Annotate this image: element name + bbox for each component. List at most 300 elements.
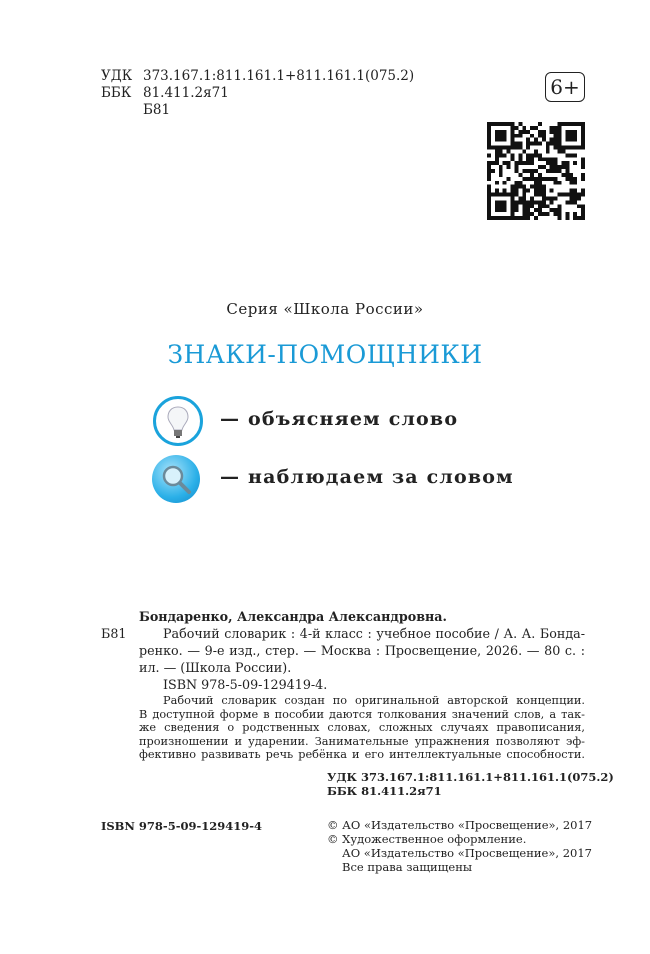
qr-module — [554, 130, 558, 134]
qr-module — [546, 157, 550, 161]
qr-module — [518, 200, 522, 204]
qr-module — [554, 142, 558, 146]
qr-module — [577, 146, 581, 150]
qr-module — [581, 212, 585, 216]
qr-module — [565, 200, 569, 204]
qr-module — [546, 196, 550, 200]
magnifier-icon — [152, 455, 200, 503]
qr-module — [526, 200, 530, 204]
qr-module — [534, 153, 538, 157]
qr-module — [487, 200, 491, 204]
qr-module — [518, 146, 522, 150]
qr-module — [495, 157, 499, 161]
qr-module — [487, 185, 491, 189]
qr-module — [550, 189, 554, 193]
qr-module — [573, 153, 577, 157]
qr-module — [569, 153, 573, 157]
qr-module — [565, 134, 569, 138]
qr-module — [503, 138, 507, 142]
qr-module — [507, 193, 511, 197]
qr-module — [573, 134, 577, 138]
qr-module — [499, 130, 503, 134]
qr-module — [542, 189, 546, 193]
qr-module — [522, 185, 526, 189]
qr-module — [526, 138, 530, 142]
qr-module — [499, 216, 503, 220]
qr-module — [558, 193, 562, 197]
qr-module — [577, 193, 581, 197]
qr-module — [522, 189, 526, 193]
qr-module — [565, 169, 569, 173]
qr-module — [530, 134, 534, 138]
qr-module — [561, 173, 565, 177]
qr-module — [495, 216, 499, 220]
qr-module — [534, 208, 538, 212]
qr-module — [495, 138, 499, 142]
copyright-line: © АО «Издательство «Просвещение», 2017 — [327, 818, 593, 832]
qr-module — [534, 193, 538, 197]
qr-module — [538, 185, 542, 189]
qr-module — [491, 122, 495, 126]
qr-module — [511, 153, 515, 157]
qr-module — [495, 146, 499, 150]
qr-module — [573, 181, 577, 185]
qr-module — [495, 208, 499, 212]
qr-module — [499, 153, 503, 157]
qr-module — [511, 185, 515, 189]
qr-module — [487, 138, 491, 142]
qr-module — [550, 126, 554, 130]
qr-module — [522, 196, 526, 200]
qr-module — [538, 173, 542, 177]
qr-module — [581, 177, 585, 181]
qr-module — [487, 134, 491, 138]
qr-module — [522, 161, 526, 165]
abstract-line: же сведения о родственных словах, сложных случаях правописания, — [139, 721, 585, 734]
qr-module — [522, 200, 526, 204]
qr-module — [491, 146, 495, 150]
qr-module — [514, 185, 518, 189]
qr-module — [542, 134, 546, 138]
qr-module — [558, 149, 562, 153]
qr-module — [573, 177, 577, 181]
qr-module — [511, 216, 515, 220]
qr-module — [495, 149, 499, 153]
qr-module — [558, 208, 562, 212]
qr-module — [558, 169, 562, 173]
qr-module — [518, 196, 522, 200]
qr-module — [503, 200, 507, 204]
qr-module — [511, 196, 515, 200]
qr-module — [530, 212, 534, 216]
qr-module — [546, 177, 550, 181]
qr-module — [518, 157, 522, 161]
qr-module — [554, 157, 558, 161]
qr-module — [542, 212, 546, 216]
qr-module — [530, 200, 534, 204]
qr-module — [581, 193, 585, 197]
qr-module — [550, 177, 554, 181]
qr-module — [499, 208, 503, 212]
qr-module — [530, 177, 534, 181]
qr-module — [538, 181, 542, 185]
qr-module — [487, 169, 491, 173]
qr-module — [554, 165, 558, 169]
abstract-line: фективно развивать речь ребёнка и его интеллектуальные способности. — [139, 748, 585, 761]
qr-module — [487, 161, 491, 165]
qr-module — [581, 126, 585, 130]
qr-module — [487, 153, 491, 157]
qr-module — [526, 130, 530, 134]
qr-module — [511, 146, 515, 150]
qr-module — [514, 189, 518, 193]
qr-module — [511, 138, 515, 142]
qr-module — [499, 138, 503, 142]
qr-module — [542, 177, 546, 181]
copyright-line: АО «Издательство «Просвещение», 2017 — [342, 846, 592, 860]
qr-module — [518, 173, 522, 177]
qr-module — [554, 181, 558, 185]
qr-module — [522, 216, 526, 220]
qr-module — [565, 177, 569, 181]
qr-module — [518, 122, 522, 126]
qr-module — [518, 181, 522, 185]
qr-module — [511, 142, 515, 146]
qr-module — [538, 208, 542, 212]
qr-module — [507, 146, 511, 150]
qr-module — [503, 153, 507, 157]
qr-module — [565, 130, 569, 134]
qr-module — [565, 161, 569, 165]
qr-module — [526, 161, 530, 165]
qr-module — [518, 142, 522, 146]
qr-module — [561, 161, 565, 165]
qr-module — [526, 157, 530, 161]
qr-module — [526, 169, 530, 173]
qr-module — [526, 208, 530, 212]
qr-module — [550, 169, 554, 173]
qr-module — [530, 126, 534, 130]
qr-module — [534, 138, 538, 142]
qr-module — [530, 161, 534, 165]
qr-module — [526, 153, 530, 157]
qr-module — [569, 146, 573, 150]
qr-module — [499, 204, 503, 208]
qr-module — [573, 193, 577, 197]
qr-module — [534, 200, 538, 204]
qr-module — [546, 146, 550, 150]
qr-module — [530, 196, 534, 200]
qr-module — [507, 216, 511, 220]
qr-module — [518, 185, 522, 189]
qr-module — [514, 200, 518, 204]
qr-module — [522, 126, 526, 130]
qr-module — [522, 130, 526, 134]
qr-module — [534, 142, 538, 146]
qr-module — [526, 189, 530, 193]
qr-module — [569, 173, 573, 177]
qr-module — [534, 181, 538, 185]
qr-module — [550, 157, 554, 161]
qr-module — [573, 189, 577, 193]
qr-module — [503, 204, 507, 208]
qr-module — [565, 122, 569, 126]
qr-module — [581, 204, 585, 208]
qr-module — [514, 208, 518, 212]
qr-module — [581, 146, 585, 150]
qr-module — [503, 181, 507, 185]
qr-module — [503, 130, 507, 134]
qr-module — [581, 134, 585, 138]
qr-module — [558, 146, 562, 150]
qr-module — [546, 204, 550, 208]
qr-module — [581, 208, 585, 212]
qr-module — [554, 177, 558, 181]
age-rating-badge: 6+ — [545, 72, 585, 102]
qr-module — [534, 189, 538, 193]
qr-module — [538, 204, 542, 208]
qr-module — [569, 181, 573, 185]
qr-module — [526, 216, 530, 220]
bbk-code: 81.411.2я71 — [143, 85, 229, 101]
qr-module — [514, 146, 518, 150]
qr-module — [550, 142, 554, 146]
qr-module — [514, 142, 518, 146]
qr-module — [511, 126, 515, 130]
qr-module — [487, 208, 491, 212]
qr-module — [554, 212, 558, 216]
qr-module — [487, 177, 491, 181]
qr-module — [503, 216, 507, 220]
bib-isbn: ISBN 978-5-09-129419-4. — [163, 677, 328, 692]
legend-explain-text: — объясняем слово — [220, 408, 459, 430]
qr-module — [495, 130, 499, 134]
qr-module — [569, 177, 573, 181]
qr-module — [558, 212, 562, 216]
qr-module — [581, 216, 585, 220]
qr-module — [581, 130, 585, 134]
qr-module — [538, 165, 542, 169]
qr-module — [558, 165, 562, 169]
qr-module — [514, 169, 518, 173]
qr-module — [514, 161, 518, 165]
qr-module — [491, 169, 495, 173]
qr-module — [495, 122, 499, 126]
qr-module — [499, 173, 503, 177]
qr-code[interactable] — [487, 122, 585, 220]
qr-module — [487, 173, 491, 177]
qr-module — [561, 149, 565, 153]
qr-module — [558, 138, 562, 142]
bib-abstract — [139, 694, 585, 762]
qr-module — [542, 200, 546, 204]
qr-module — [511, 189, 515, 193]
qr-module — [511, 212, 515, 216]
bib-classification — [327, 770, 614, 798]
qr-module — [491, 216, 495, 220]
qr-module — [487, 142, 491, 146]
bib-line: Рабочий словарик : 4-й класс : учебное пособие / А. А. Бонда- — [163, 626, 585, 641]
qr-module — [538, 193, 542, 197]
qr-module — [514, 216, 518, 220]
qr-module — [522, 149, 526, 153]
qr-module — [495, 161, 499, 165]
qr-module — [503, 161, 507, 165]
qr-module — [546, 212, 550, 216]
qr-module — [569, 200, 573, 204]
qr-module — [499, 122, 503, 126]
qr-module — [507, 122, 511, 126]
qr-module — [522, 193, 526, 197]
qr-module — [538, 212, 542, 216]
qr-module — [511, 204, 515, 208]
qr-module — [546, 161, 550, 165]
qr-module — [538, 122, 542, 126]
section-title: ЗНАКИ-ПОМОЩНИКИ — [167, 340, 483, 369]
qr-module — [558, 204, 562, 208]
qr-module — [577, 196, 581, 200]
qr-module — [573, 216, 577, 220]
qr-module — [573, 138, 577, 142]
qr-module — [558, 122, 562, 126]
qr-module — [542, 138, 546, 142]
abstract-line: Рабочий словарик создан по оригинальной авторской концепции. — [163, 694, 585, 707]
qr-module — [518, 161, 522, 165]
series-label: Серия «Школа России» — [226, 300, 424, 318]
qr-module — [581, 161, 585, 165]
qr-module — [550, 130, 554, 134]
qr-module — [581, 138, 585, 142]
qr-module — [534, 216, 538, 220]
qr-module — [565, 138, 569, 142]
qr-module — [573, 122, 577, 126]
bbk-label: ББК — [101, 85, 132, 101]
qr-module — [558, 216, 562, 220]
qr-module — [565, 193, 569, 197]
qr-module — [550, 161, 554, 165]
qr-module — [499, 200, 503, 204]
qr-module — [569, 122, 573, 126]
qr-module — [538, 130, 542, 134]
qr-module — [565, 212, 569, 216]
qr-module — [514, 165, 518, 169]
qr-module — [507, 149, 511, 153]
qr-module — [554, 126, 558, 130]
legend-observe-text: — наблюдаем за словом — [220, 466, 514, 488]
qr-module — [530, 173, 534, 177]
qr-module — [522, 169, 526, 173]
qr-module — [491, 193, 495, 197]
qr-module — [538, 134, 542, 138]
qr-module — [573, 130, 577, 134]
qr-module — [495, 189, 499, 193]
qr-module — [550, 165, 554, 169]
qr-module — [518, 130, 522, 134]
qr-module — [526, 146, 530, 150]
qr-module — [554, 161, 558, 165]
qr-module — [495, 200, 499, 204]
copyright-block — [327, 818, 592, 874]
qr-module — [534, 126, 538, 130]
qr-module — [530, 185, 534, 189]
qr-module — [499, 149, 503, 153]
classification-block — [101, 68, 414, 119]
lightbulb-icon — [153, 396, 203, 446]
qr-module — [526, 142, 530, 146]
qr-module — [499, 146, 503, 150]
qr-module — [577, 122, 581, 126]
bib-line: ренко. — 9-е изд., стер. — Москва : Просвещение, 2026. — 80 с. : — [139, 643, 585, 658]
qr-module — [522, 208, 526, 212]
qr-module — [503, 146, 507, 150]
qr-module — [573, 146, 577, 150]
qr-module — [538, 157, 542, 161]
qr-module — [546, 169, 550, 173]
bib-code: Б81 — [101, 626, 127, 641]
qr-module — [526, 212, 530, 216]
qr-module — [499, 134, 503, 138]
qr-module — [530, 157, 534, 161]
qr-module — [503, 193, 507, 197]
qr-module — [554, 169, 558, 173]
qr-module — [546, 142, 550, 146]
qr-module — [534, 177, 538, 181]
qr-module — [550, 208, 554, 212]
qr-module — [487, 193, 491, 197]
qr-module — [558, 134, 562, 138]
qr-module — [503, 134, 507, 138]
bib-author: Бондаренко, Александра Александровна. — [139, 609, 447, 624]
qr-module — [487, 196, 491, 200]
qr-module — [573, 212, 577, 216]
qr-module — [514, 204, 518, 208]
qr-module — [487, 212, 491, 216]
qr-module — [565, 216, 569, 220]
qr-module — [573, 200, 577, 204]
qr-module — [554, 138, 558, 142]
qr-module — [495, 181, 499, 185]
qr-module — [581, 189, 585, 193]
qr-module — [554, 134, 558, 138]
qr-module — [542, 130, 546, 134]
qr-module — [499, 169, 503, 173]
copyright-line: © Художественное оформление. — [327, 832, 527, 846]
qr-module — [542, 196, 546, 200]
qr-module — [542, 193, 546, 197]
qr-module — [503, 189, 507, 193]
qr-module — [581, 173, 585, 177]
qr-module — [511, 130, 515, 134]
qr-module — [487, 122, 491, 126]
qr-module — [491, 161, 495, 165]
qr-module — [538, 200, 542, 204]
qr-module — [503, 122, 507, 126]
qr-module — [511, 200, 515, 204]
qr-module — [561, 193, 565, 197]
qr-module — [518, 216, 522, 220]
qr-module — [558, 126, 562, 130]
qr-module — [554, 196, 558, 200]
qr-module — [511, 208, 515, 212]
qr-module — [495, 134, 499, 138]
qr-module — [526, 177, 530, 181]
qr-module — [487, 204, 491, 208]
qr-module — [577, 204, 581, 208]
qr-module — [487, 146, 491, 150]
qr-module — [511, 157, 515, 161]
qr-module — [487, 165, 491, 169]
author-sign: Б81 — [143, 102, 171, 118]
